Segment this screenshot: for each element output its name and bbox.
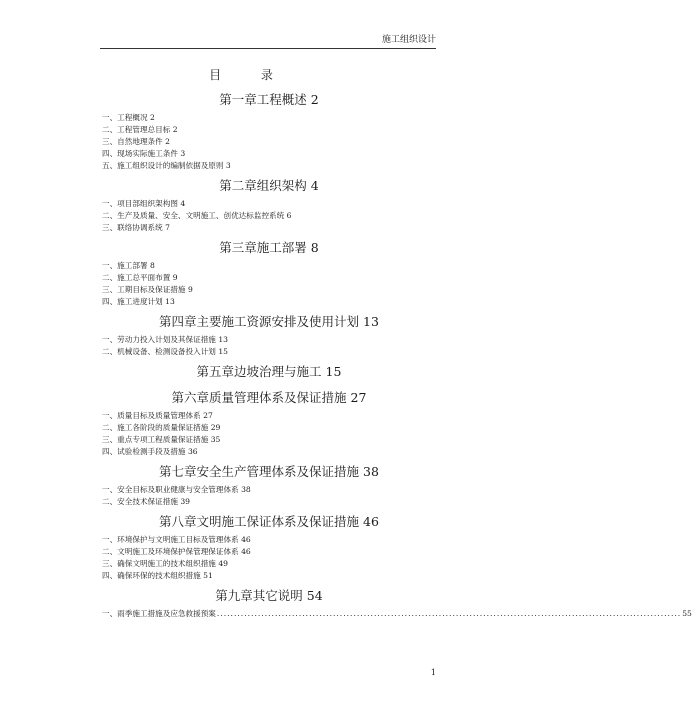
chapter-8-title[interactable]: 第八章文明施工保证体系及保证措施 46 bbox=[159, 514, 379, 529]
toc-entry[interactable]: 四、试验检测手段及措施 36 bbox=[102, 447, 198, 456]
toc-entry[interactable]: 三、确保文明施工的技术组织措施 49 bbox=[102, 559, 228, 568]
chapter-7-title[interactable]: 第七章安全生产管理体系及保证措施 38 bbox=[159, 464, 379, 479]
toc-entry[interactable]: 二、文明施工及环境保护保管理保证体系 46 bbox=[102, 547, 251, 556]
toc-entry[interactable]: 一、安全目标及职业健康与安全管理体系 38 bbox=[102, 485, 251, 494]
toc-entry[interactable]: 二、工程管理总目标 2 bbox=[102, 125, 178, 134]
chapter-7-items bbox=[102, 484, 436, 508]
toc-entry[interactable]: 二、施工总平面布置 9 bbox=[102, 273, 178, 282]
toc-entry[interactable]: 一、质量目标及质量管理体系 27 bbox=[102, 411, 213, 420]
toc-entry[interactable]: 三、自然地理条件 2 bbox=[102, 137, 170, 146]
toc-entry[interactable]: 三、联络协调系统 7 bbox=[102, 223, 170, 232]
page-number: 1 bbox=[430, 668, 436, 677]
chapter-3-items bbox=[102, 260, 436, 308]
chapter-1-items bbox=[102, 112, 436, 172]
chapter-3-title[interactable]: 第三章施工部署 8 bbox=[219, 240, 319, 255]
toc-entry[interactable]: 二、安全技术保证措施 39 bbox=[102, 497, 191, 506]
chapter-2-items bbox=[102, 198, 436, 234]
toc-entry[interactable]: 三、工期目标及保证措施 9 bbox=[102, 285, 193, 294]
toc-entry[interactable]: 一、项目部组织架构图 4 bbox=[102, 199, 186, 208]
toc-entry[interactable]: 二、机械设备、检测设备投入计划 15 bbox=[102, 347, 228, 356]
chapter-6-title[interactable]: 第六章质量管理体系及保证措施 27 bbox=[171, 390, 367, 405]
chapter-2-title[interactable]: 第二章组织架构 4 bbox=[219, 178, 319, 193]
toc-entry[interactable]: 三、重点专项工程质量保证措施 35 bbox=[102, 435, 221, 444]
toc-entry[interactable]: 四、施工进度计划 13 bbox=[102, 297, 175, 306]
toc-entry[interactable]: 四、现场实际施工条件 3 bbox=[102, 149, 186, 158]
running-header bbox=[100, 34, 436, 49]
chapter-5-title[interactable]: 第五章边坡治理与施工 15 bbox=[196, 364, 342, 379]
chapter-4-title[interactable]: 第四章主要施工资源安排及使用计划 13 bbox=[159, 314, 379, 329]
toc-entry-page: 55 bbox=[682, 609, 692, 618]
toc-entry[interactable]: 四、确保环保的技术组织措施 51 bbox=[102, 571, 213, 580]
chapter-9-title[interactable]: 第九章其它说明 54 bbox=[215, 588, 323, 603]
toc-title: 目 录 bbox=[209, 68, 291, 82]
chapter-8-items bbox=[102, 534, 436, 582]
toc-entry-label: 一、雨季施工措施及应急救援预案 bbox=[102, 609, 216, 618]
table-of-contents bbox=[102, 92, 692, 620]
toc-entry[interactable]: 二、施工各阶段的质量保证措施 29 bbox=[102, 423, 221, 432]
dot-leader: ........................................................................................................................................ bbox=[216, 609, 682, 618]
toc-entry[interactable]: 一、环境保护与文明施工目标及管理体系 46 bbox=[102, 535, 251, 544]
chapter-6-items bbox=[102, 410, 436, 458]
toc-entry[interactable]: 五、施工组织设计的编制依据及原则 3 bbox=[102, 161, 231, 170]
toc-entry[interactable]: 一、施工部署 8 bbox=[102, 261, 155, 270]
toc-entry[interactable]: 一、劳动力投入计划及其保证措施 13 bbox=[102, 335, 228, 344]
toc-entry[interactable]: 一、工程概况 2 bbox=[102, 113, 155, 122]
toc-entry[interactable]: 二、生产及质量、安全、文明施工、创优达标监控系统 6 bbox=[102, 211, 292, 220]
toc-entry-with-leader[interactable] bbox=[102, 608, 692, 620]
chapter-1-title[interactable]: 第一章工程概述 2 bbox=[219, 92, 319, 107]
chapter-4-items bbox=[102, 334, 436, 358]
header-title: 施工组织设计 bbox=[381, 35, 436, 45]
